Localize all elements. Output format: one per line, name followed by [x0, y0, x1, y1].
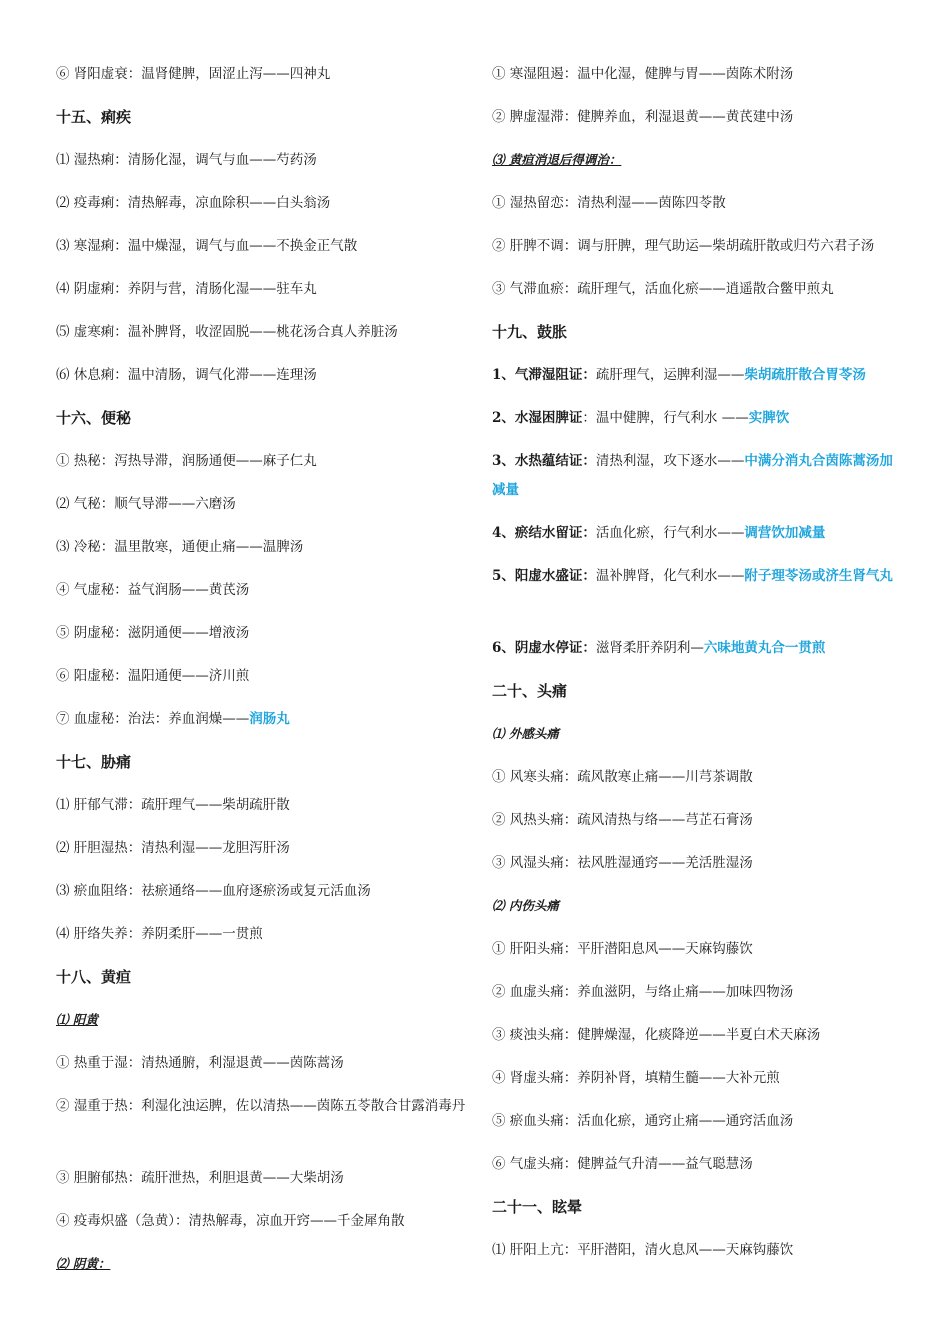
- section-heading: 二十一、眩晕: [492, 1198, 583, 1216]
- section-heading: 十六、便秘: [56, 409, 132, 427]
- text-plain: 疏肝理气，运脾利湿——: [595, 367, 745, 383]
- text-line: ⑸ 虚寒痢：温补脾肾，收涩固脱——桃花汤合真人养脏汤: [56, 324, 398, 340]
- text-line: ③ 气滞血瘀：疏肝理气，活血化瘀——逍遥散合鳖甲煎丸: [492, 281, 834, 297]
- formula-highlight: 附子理苓汤或济生肾气丸: [744, 568, 893, 584]
- section-heading: 十五、痢疾: [56, 108, 132, 126]
- formula-highlight: 润肠丸: [249, 711, 290, 727]
- formula-highlight: 调营饮加减量: [744, 525, 826, 541]
- text-line: ④ 疫毒炽盛（急黄）：清热解毒，凉血开窍——千金犀角散: [56, 1213, 405, 1229]
- text-line: ② 肝脾不调：调与肝脾，理气助运—柴胡疏肝散或归芍六君子汤: [492, 238, 875, 254]
- text-line: [492, 447, 902, 505]
- text-line: ⑶ 寒湿痢：温中燥湿，调气与血——不换金正气散: [56, 238, 358, 254]
- text-line: [492, 522, 825, 544]
- text-line: ⑥ 肾阳虚衰：温肾健脾，固涩止泻——四神丸: [56, 66, 331, 82]
- text-line: ⑥ 阳虚秘：温阳通便——济川煎: [56, 668, 250, 684]
- text-line: ② 血虚头痛：养血滋阴，与络止痛——加味四物汤: [492, 984, 794, 1000]
- syndrome-label: 4、瘀结水留证：: [492, 525, 596, 541]
- text-line: ① 寒湿阻遏：温中化湿，健脾与胃——茵陈术附汤: [492, 66, 794, 82]
- formula-highlight: 实脾饮: [748, 410, 790, 426]
- text-plain: 温补脾肾，化气利水——: [595, 568, 745, 584]
- text-line: ⑶ 瘀血阻络：祛瘀通络——血府逐瘀汤或复元活血汤: [56, 883, 371, 899]
- text-line: ① 湿热留恋：清热利湿——茵陈四苓散: [492, 195, 726, 211]
- text-line: ④ 肾虚头痛：养阴补肾，填精生髓——大补元煎: [492, 1070, 780, 1086]
- text-line: ② 风热头痛：疏风清热与络——芎芷石膏汤: [492, 812, 753, 828]
- subsection-heading: ⑴ 外感头痛: [492, 726, 559, 741]
- subsection-heading: ⑴ 阳黄: [56, 1012, 98, 1027]
- text-line: ③ 痰浊头痛：健脾燥湿，化痰降逆——半夏白术天麻汤: [492, 1027, 821, 1043]
- text-line: ⑶ 冷秘：温里散寒，通便止痛——温脾汤: [56, 539, 304, 555]
- formula-highlight: 六味地黄丸合一贯煎: [703, 640, 826, 656]
- text-plain: ⑦ 血虚秘：治法：养血润燥——: [56, 711, 250, 727]
- text-plain: ：温中健脾，行气利水 ——: [582, 410, 749, 426]
- syndrome-label: 3、水热蕴结证：: [492, 453, 596, 469]
- text-line: ② 脾虚湿滞：健脾养血，利湿退黄——黄芪建中汤: [492, 109, 794, 125]
- text-line: ⑵ 气秘：顺气导滞——六磨汤: [56, 496, 236, 512]
- section-heading: 十九、鼓胀: [492, 323, 568, 341]
- text-line: ③ 风湿头痛：祛风胜湿通窍——羌活胜湿汤: [492, 855, 753, 871]
- formula-highlight: 中满分消丸合茵陈蒿汤加减量: [492, 453, 893, 498]
- text-line: ① 热重于湿：清热通腑，利湿退黄——茵陈蒿汤: [56, 1055, 344, 1071]
- text-line: ⑴ 湿热痢：清肠化湿，调气与血——芍药汤: [56, 152, 317, 168]
- subsection-heading: ⑵ 内伤头痛: [492, 898, 559, 913]
- text-line: ③ 胆腑郁热：疏肝泄热，利胆退黄——大柴胡汤: [56, 1170, 344, 1186]
- text-line: ① 风寒头痛：疏风散寒止痛——川芎茶调散: [492, 769, 753, 785]
- text-line: [56, 708, 290, 730]
- formula-highlight: 柴胡疏肝散合胃苓汤: [744, 367, 866, 383]
- text-plain: 活血化瘀，行气利水——: [595, 525, 745, 541]
- section-heading: 十八、黄疸: [56, 968, 132, 986]
- text-line: [492, 562, 902, 591]
- text-line: ⑵ 疫毒痢：清热解毒，凉血除积——白头翁汤: [56, 195, 331, 211]
- text-line: ⑴ 肝阳上亢：平肝潜阳，清火息风——天麻钩藤饮: [492, 1242, 794, 1258]
- text-line: ⑹ 休息痢：温中清肠，调气化滞——连理汤: [56, 367, 317, 383]
- text-plain: 滋肾柔肝养阴利—: [595, 640, 704, 656]
- text-line: ⑵ 肝胆湿热：清热利湿——龙胆泻肝汤: [56, 840, 290, 856]
- subsection-heading: ⑶ 黄疸消退后得调治：: [492, 152, 622, 167]
- text-line: ① 热秘：泻热导滞，润肠通便——麻子仁丸: [56, 453, 317, 469]
- section-heading: 十七、胁痛: [56, 753, 132, 771]
- text-line: ⑴ 肝郁气滞：疏肝理气——柴胡疏肝散: [56, 797, 290, 813]
- text-line: ① 肝阳头痛：平肝潜阳息风——天麻钩藤饮: [492, 941, 753, 957]
- text-line: ⑷ 阴虚痢：养阴与营，清肠化湿——驻车丸: [56, 281, 317, 297]
- text-line: ⑤ 瘀血头痛：活血化瘀，通窍止痛——通窍活血汤: [492, 1113, 794, 1129]
- section-heading: 二十、头痛: [492, 682, 568, 700]
- text-line: [492, 364, 866, 386]
- text-line: ⑷ 肝络失养：养阴柔肝——一贯煎: [56, 926, 263, 942]
- text-line: ④ 气虚秘：益气润肠——黄芪汤: [56, 582, 250, 598]
- text-plain: 清热利湿，攻下逐水——: [595, 453, 745, 469]
- syndrome-label: 6、阴虚水停证：: [492, 640, 596, 656]
- text-line: ⑥ 气虚头痛：健脾益气升清——益气聪慧汤: [492, 1156, 753, 1172]
- text-line: ⑤ 阴虚秘：滋阴通便——增液汤: [56, 625, 250, 641]
- syndrome-label: 5、阳虚水盛证：: [492, 568, 596, 584]
- syndrome-label: 2、水湿困脾证: [492, 410, 583, 426]
- text-line: [492, 637, 825, 659]
- text-line: ② 湿重于热：利湿化浊运脾，佐以清热——茵陈五苓散合甘露消毒丹: [56, 1098, 466, 1114]
- subsection-heading: ⑵ 阴黄：: [56, 1256, 111, 1271]
- text-line: [492, 407, 789, 429]
- syndrome-label: 1、气滞湿阻证：: [492, 367, 596, 383]
